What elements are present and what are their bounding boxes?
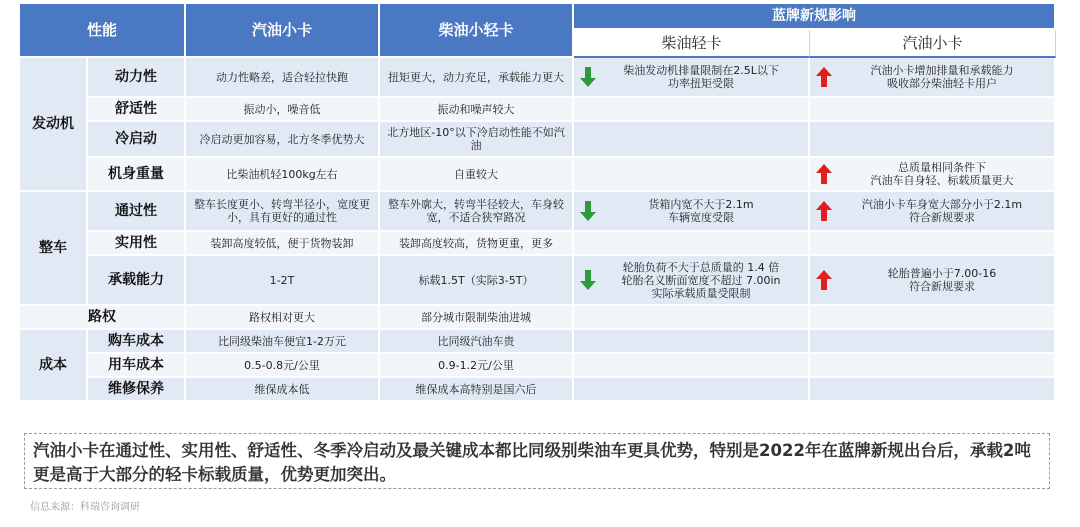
performance-cell: 用车成本 [88,354,186,378]
down-arrow-icon [580,201,596,221]
impact-diesel-cell [574,354,810,378]
comparison-table [20,4,1056,402]
header-diesel-light: 柴油小轻卡 [380,4,574,58]
impact-text: 轮胎负荷不大于总质量的 1.4 倍 轮胎名义断面宽度不超过 7.00in 实际承载质量受限制 [621,260,781,300]
impact-gasoline-cell [810,98,1056,122]
impact-gasoline-cell [810,58,1056,98]
impact-diesel-cell [574,306,810,330]
impact-gasoline-cell [810,256,1056,306]
summary-text: 汽油小卡在通过性、实用性、舒适性、冬季冷启动及最关键成本都比同级别柴油车更具优势，特别是2022年在蓝牌新规出台后，承载2吨更是高于大部分的轻卡标载质量，优势更加突出。 [24,433,1050,489]
performance-cell: 路权 [20,306,186,330]
impact-text: 汽油小卡车身宽大部分小于2.1m 符合新规要求 [861,198,1023,224]
gasoline-cell: 比同级柴油车便宜1-2万元 [186,330,380,354]
impact-text: 总质量相同条件下 汽油车自身轻、标载质量更大 [870,161,1014,187]
performance-cell: 实用性 [88,232,186,256]
comparison-table-wrapper [20,4,1056,402]
header-impact-gasoline: 汽油小卡 [810,30,1056,58]
diesel-cell: 振动和噪声较大 [380,98,574,122]
table-row [20,256,1056,306]
diesel-cell: 装卸高度较高，货物更重，更多 [380,232,574,256]
diesel-cell: 比同级汽油车贵 [380,330,574,354]
impact-gasoline-cell [810,378,1056,402]
table-row [20,122,1056,158]
impact-gasoline-cell [810,232,1056,256]
impact-diesel-cell [574,256,810,306]
impact-text: 柴油发动机排量限制在2.5L以下 功率扭矩受限 [623,64,779,90]
performance-cell: 机身重量 [88,158,186,192]
diesel-cell: 维保成本高特别是国六后 [380,378,574,402]
down-arrow-icon [580,67,596,87]
header-performance: 性能 [20,4,186,58]
diesel-cell: 自重较大 [380,158,574,192]
performance-cell: 冷启动 [88,122,186,158]
up-arrow-icon [816,201,832,221]
diesel-cell: 部分城市限制柴油进城 [380,306,574,330]
impact-gasoline-cell [810,306,1056,330]
gasoline-cell: 冷启动更加容易，北方冬季优势大 [186,122,380,158]
diesel-cell: 整车外廓大，转弯半径较大，车身较宽，不适合狭窄路况 [380,192,574,232]
impact-diesel-cell [574,98,810,122]
gasoline-cell: 动力性略差，适合轻拉快跑 [186,58,380,98]
diesel-cell: 标载1.5T（实际3-5T） [380,256,574,306]
header-impact-diesel: 柴油轻卡 [574,30,810,58]
up-arrow-icon [816,270,832,290]
impact-diesel-cell [574,122,810,158]
impact-diesel-cell [574,192,810,232]
performance-cell: 舒适性 [88,98,186,122]
table-row [20,98,1056,122]
performance-cell: 通过性 [88,192,186,232]
category-cell: 整车 [20,192,88,306]
down-arrow-icon [580,270,596,290]
gasoline-cell: 装卸高度较低，便于货物装卸 [186,232,380,256]
diesel-cell: 扭矩更大，动力充足，承载能力更大 [380,58,574,98]
header-impact-title: 蓝牌新规影响 [574,4,1056,30]
impact-text: 货箱内宽不大于2.1m 车辆宽度受限 [648,198,754,224]
header-gasoline-mini: 汽油小卡 [186,4,380,58]
table-row [20,158,1056,192]
diesel-cell: 0.9-1.2元/公里 [380,354,574,378]
impact-gasoline-cell [810,354,1056,378]
impact-gasoline-cell [810,330,1056,354]
diesel-cell: 北方地区-10°以下冷启动性能不如汽油 [380,122,574,158]
table-row [20,330,1056,354]
performance-cell: 维修保养 [88,378,186,402]
performance-cell: 承载能力 [88,256,186,306]
gasoline-cell: 振动小，噪音低 [186,98,380,122]
up-arrow-icon [816,67,832,87]
table-row [20,306,1056,330]
gasoline-cell: 路权相对更大 [186,306,380,330]
table-row [20,378,1056,402]
impact-text: 轮胎普遍小于7.00-16 符合新规要求 [887,267,997,293]
performance-cell: 动力性 [88,58,186,98]
gasoline-cell: 0.5-0.8元/公里 [186,354,380,378]
gasoline-cell: 整车长度更小、转弯半径小，宽度更小，具有更好的通过性 [186,192,380,232]
impact-diesel-cell [574,378,810,402]
impact-diesel-cell [574,58,810,98]
table-row [20,192,1056,232]
table-row [20,354,1056,378]
impact-gasoline-cell [810,192,1056,232]
impact-diesel-cell [574,232,810,256]
category-cell: 成本 [20,330,88,402]
table-row [20,232,1056,256]
impact-gasoline-cell [810,158,1056,192]
impact-gasoline-cell [810,122,1056,158]
source-note: 信息来源：科瑞咨询调研 [30,502,140,513]
impact-text: 汽油小卡增加排量和承载能力 吸收部分柴油轻卡用户 [870,64,1014,90]
up-arrow-icon [816,164,832,184]
gasoline-cell: 比柴油机轻100kg左右 [186,158,380,192]
impact-diesel-cell [574,330,810,354]
table-row [20,58,1056,98]
performance-cell: 购车成本 [88,330,186,354]
gasoline-cell: 1-2T [186,256,380,306]
category-cell: 发动机 [20,58,88,192]
impact-diesel-cell [574,158,810,192]
gasoline-cell: 维保成本低 [186,378,380,402]
